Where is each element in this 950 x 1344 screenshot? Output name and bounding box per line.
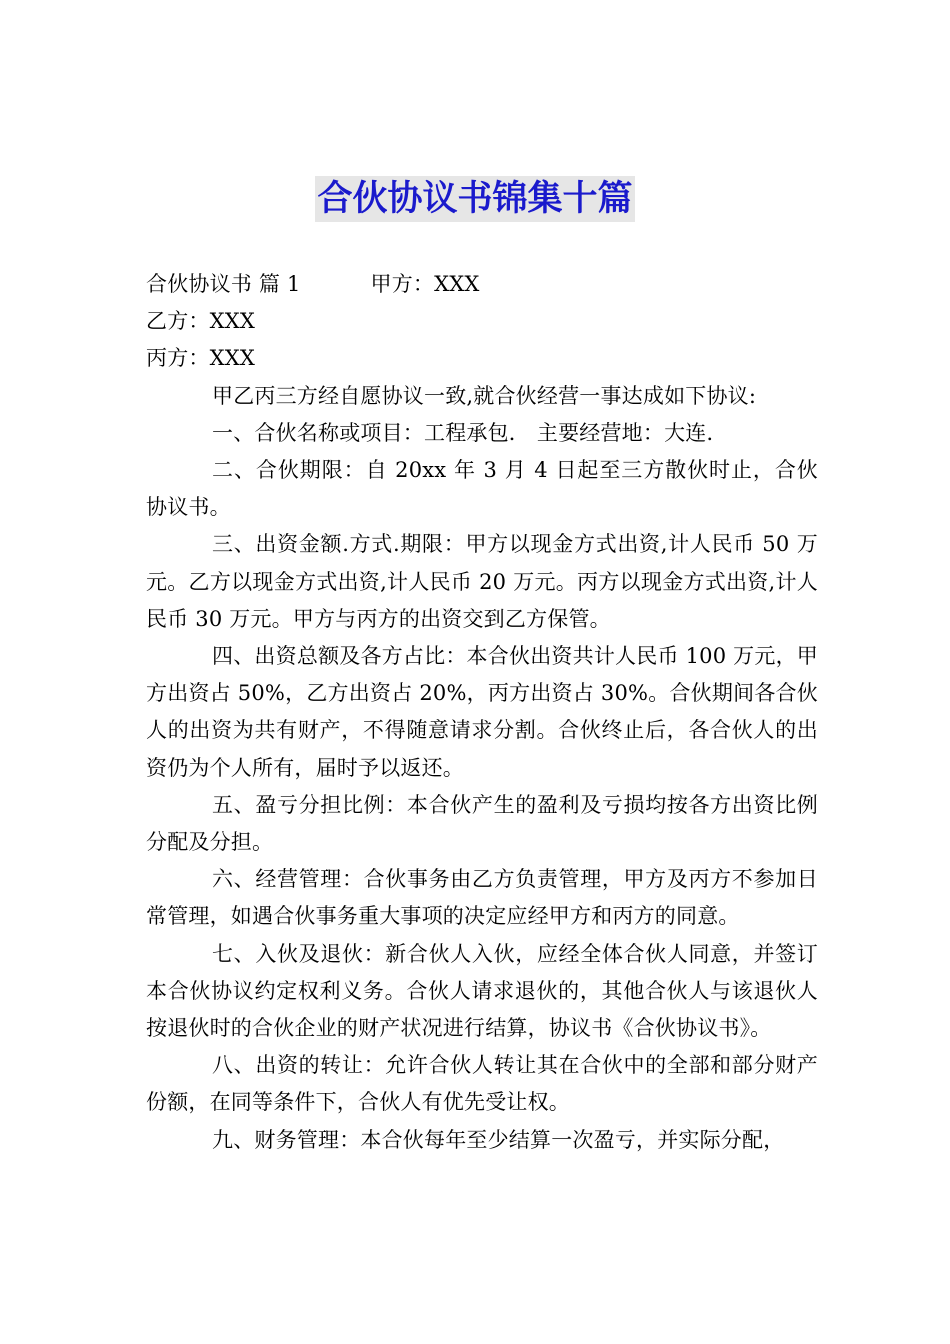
party-b: 乙方：XXX <box>146 309 256 334</box>
paragraph-9: 九、财务管理：本合伙每年至少结算一次盈亏，并实际分配， <box>212 1127 785 1152</box>
paragraph-1: 一、合伙名称或项目：工程承包． 主要经营地：大连． <box>212 420 728 445</box>
document-title-wrapper <box>0 176 950 228</box>
paragraph-5: 五、盈亏分担比例：本合伙产生的盈利及亏损均按各方出资比例分配及分担。 <box>146 792 818 855</box>
document-title: 合伙协议书锦集十篇 <box>315 176 634 222</box>
paragraph-8: 八、出资的转让：允许合伙人转让其在合伙中的全部和部分财产份额，在同等条件下，合伙人有优先受让权。 <box>146 1053 818 1115</box>
paragraph-6: 六、经营管理：合伙事务由乙方负责管理，甲方及丙方不参加日常管理，如遇合伙事务重大事项的决定应经甲方和丙方的同意。 <box>146 867 818 929</box>
paragraph-4: 四、出资总额及各方占比：本合伙出资共计人民币 100 万元，甲方出资占 50%，乙方出资占 20%，丙方出资占 30%。合伙期间各合伙人的出资为共有财产，不得随意请求分割。合伙终止后，各合伙人的出资仍为个人所有，届时予以返还。 <box>146 644 818 780</box>
section-heading: 合伙协议书 篇 1 <box>146 272 301 296</box>
paragraph-3: 三、出资金额.方式.期限：甲方以现金方式出资,计人民币 50 万元。乙方以现金方式出资,计人民币 20 万元。丙方以现金方式出资,计人民币 30 万元。甲方与丙方的出资交到乙方保管。 <box>146 532 818 631</box>
first-line <box>146 266 818 303</box>
party-c: 丙方：XXX <box>146 346 256 371</box>
paragraph-2: 二、合伙期限：自 20xx 年 3 月 4 日起至三方散伙时止，合伙协议书。 <box>146 458 818 520</box>
party-a: 甲方：XXX <box>370 272 480 296</box>
paragraph-7: 七、入伙及退伙：新合伙人入伙，应经全体合伙人同意，并签订本合伙协议约定权利义务。合伙人请求退伙的，其他合伙人与该退伙人按退伙时的合伙企业的财产状况进行结算，协议书《合伙协议书》。 <box>146 941 818 1041</box>
document-body <box>146 266 818 1159</box>
paragraph-intro: 甲乙丙三方经自愿协议一致,就合伙经营一事达成如下协议: <box>212 383 757 408</box>
